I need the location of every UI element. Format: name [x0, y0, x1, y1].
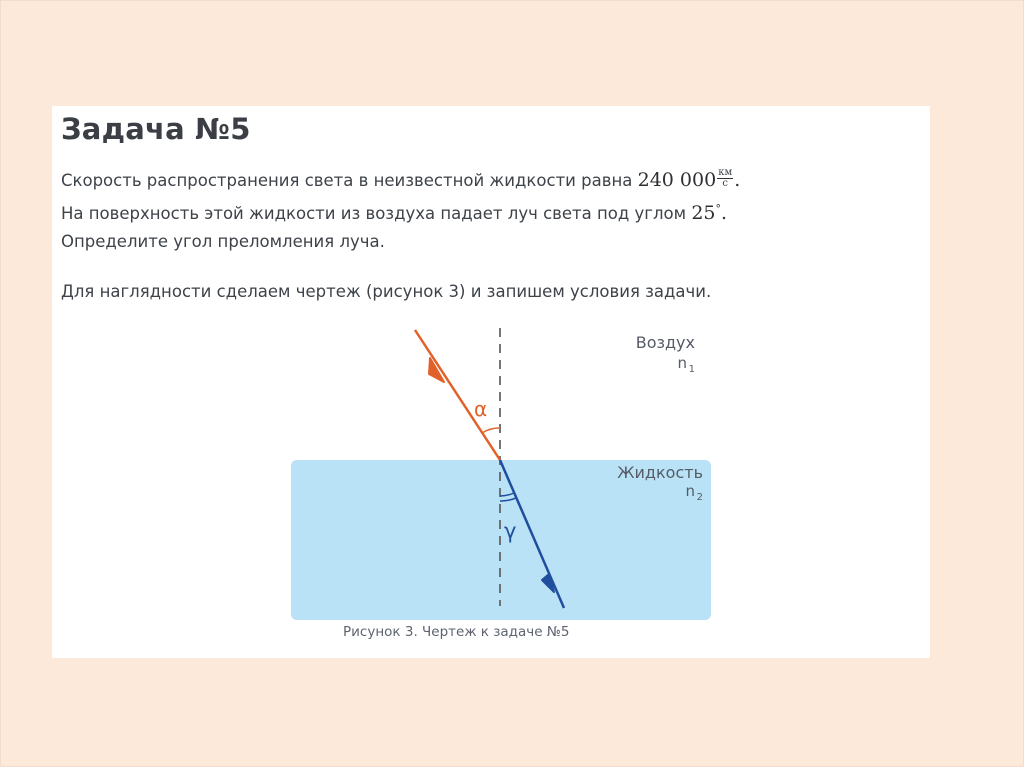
line-1-end: .: [734, 169, 741, 191]
incident-angle-arc: [482, 428, 500, 433]
air-index-subscript: 1: [688, 364, 695, 375]
angle-value: 25: [691, 202, 716, 224]
liquid-region: [291, 460, 711, 620]
refraction-angle-symbol: γ: [504, 519, 517, 543]
task-title: Задача №5: [61, 112, 251, 146]
line-1-text: Скорость распространения света в неизвестной жидкости равна: [61, 171, 638, 190]
liquid-index: n: [685, 482, 695, 500]
angle-unit: °: [715, 202, 721, 216]
task-line-4: Для наглядности сделаем чертеж (рисунок 3) и запишем условия задачи.: [61, 282, 712, 301]
air-label: Воздух: [635, 333, 695, 352]
task-line-3: Определите угол преломления луча.: [61, 232, 385, 251]
content-card: [52, 106, 930, 658]
speed-value: 240 000: [637, 169, 717, 191]
speed-unit-denominator: с: [722, 178, 728, 189]
figure-caption: Рисунок 3. Чертеж к задаче №5: [343, 624, 570, 640]
liquid-label: Жидкость: [617, 463, 703, 482]
line-2-text: На поверхность этой жидкости из воздуха падает луч света под углом: [61, 204, 692, 223]
air-index: n: [677, 354, 687, 372]
liquid-index-subscript: 2: [696, 492, 703, 503]
refraction-diagram: [52, 106, 930, 658]
incident-ray: [415, 330, 500, 460]
line-2-end: .: [721, 202, 728, 224]
speed-unit-numerator: км: [718, 167, 733, 178]
incident-angle-symbol: α: [474, 397, 488, 421]
